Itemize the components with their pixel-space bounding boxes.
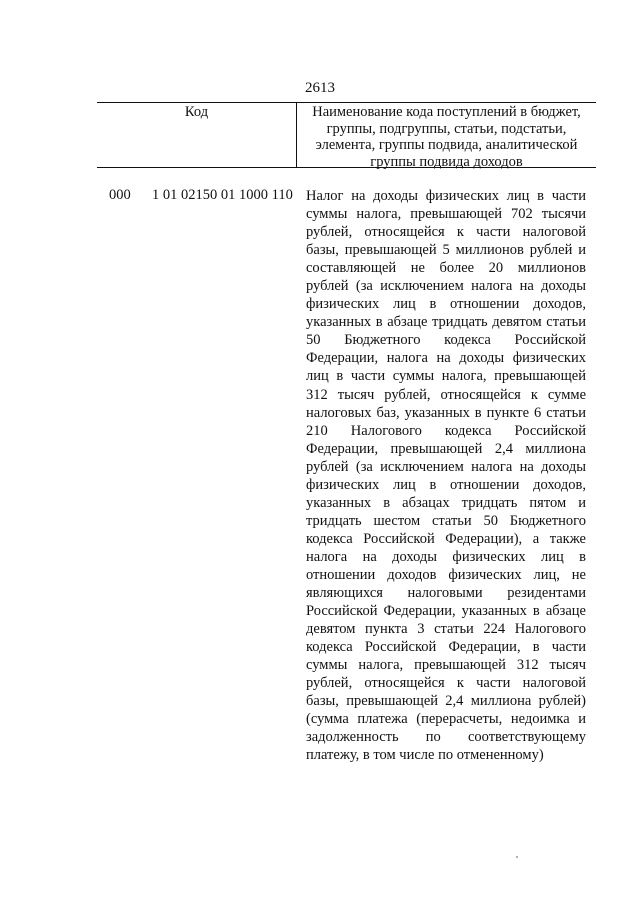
table-header (97, 102, 596, 168)
header-name-column: Наименование кода поступлений в бюджет, группы, подгруппы, статьи, подстатьи, элемента, группы подвида, аналитической группы подвида доходов (312, 104, 581, 170)
admin-code: 000 (109, 187, 131, 203)
budget-classification-code: 1 01 02150 01 1000 110 (152, 187, 293, 203)
header-code-column: Код (97, 103, 297, 167)
page-number: 2613 (305, 80, 335, 96)
scan-speck (516, 856, 518, 858)
income-code-description: Налог на доходы физических лиц в части суммы налога, превышающей 702 тысячи рублей, относящейся к части налоговой базы, превышающей 5 миллионов рублей и составляющей не более 20 миллионов рублей (за исключением налога на доходы физических лиц в отношении доходов, указанных в абзаце тридцать девятом статьи 50 Бюджетного кодекса Российской Федерации, налога на доходы физических лиц в части суммы налога, превышающей 312 тысяч рублей, относящейся к сумме налоговых баз, указанных в пункте 6 статьи 210 Налогового кодекса Российской Федерации, превышающей 2,4 миллиона рублей (за исключением налога на доходы физических лиц в отношении доходов, указанных в абзацах тридцать пятом и тридцать шестом статьи 50 Бюджетного кодекса Российской Федерации), а также налога на доходы физических лиц в отношении доходов физических лиц, не являющихся налоговыми резидентами Российской Федерации, указанных в абзаце девятом пункта 3 статьи 224 Налогового кодекса Российской Федерации, в части суммы налога, превышающей 312 тысяч рублей, относящейся к части налоговой базы, превышающей 2,4 миллиона рублей) (сумма платежа (перерасчеты, недоимка и задолженность по соответствующему платежу, в том числе по отмененному) (306, 188, 586, 764)
